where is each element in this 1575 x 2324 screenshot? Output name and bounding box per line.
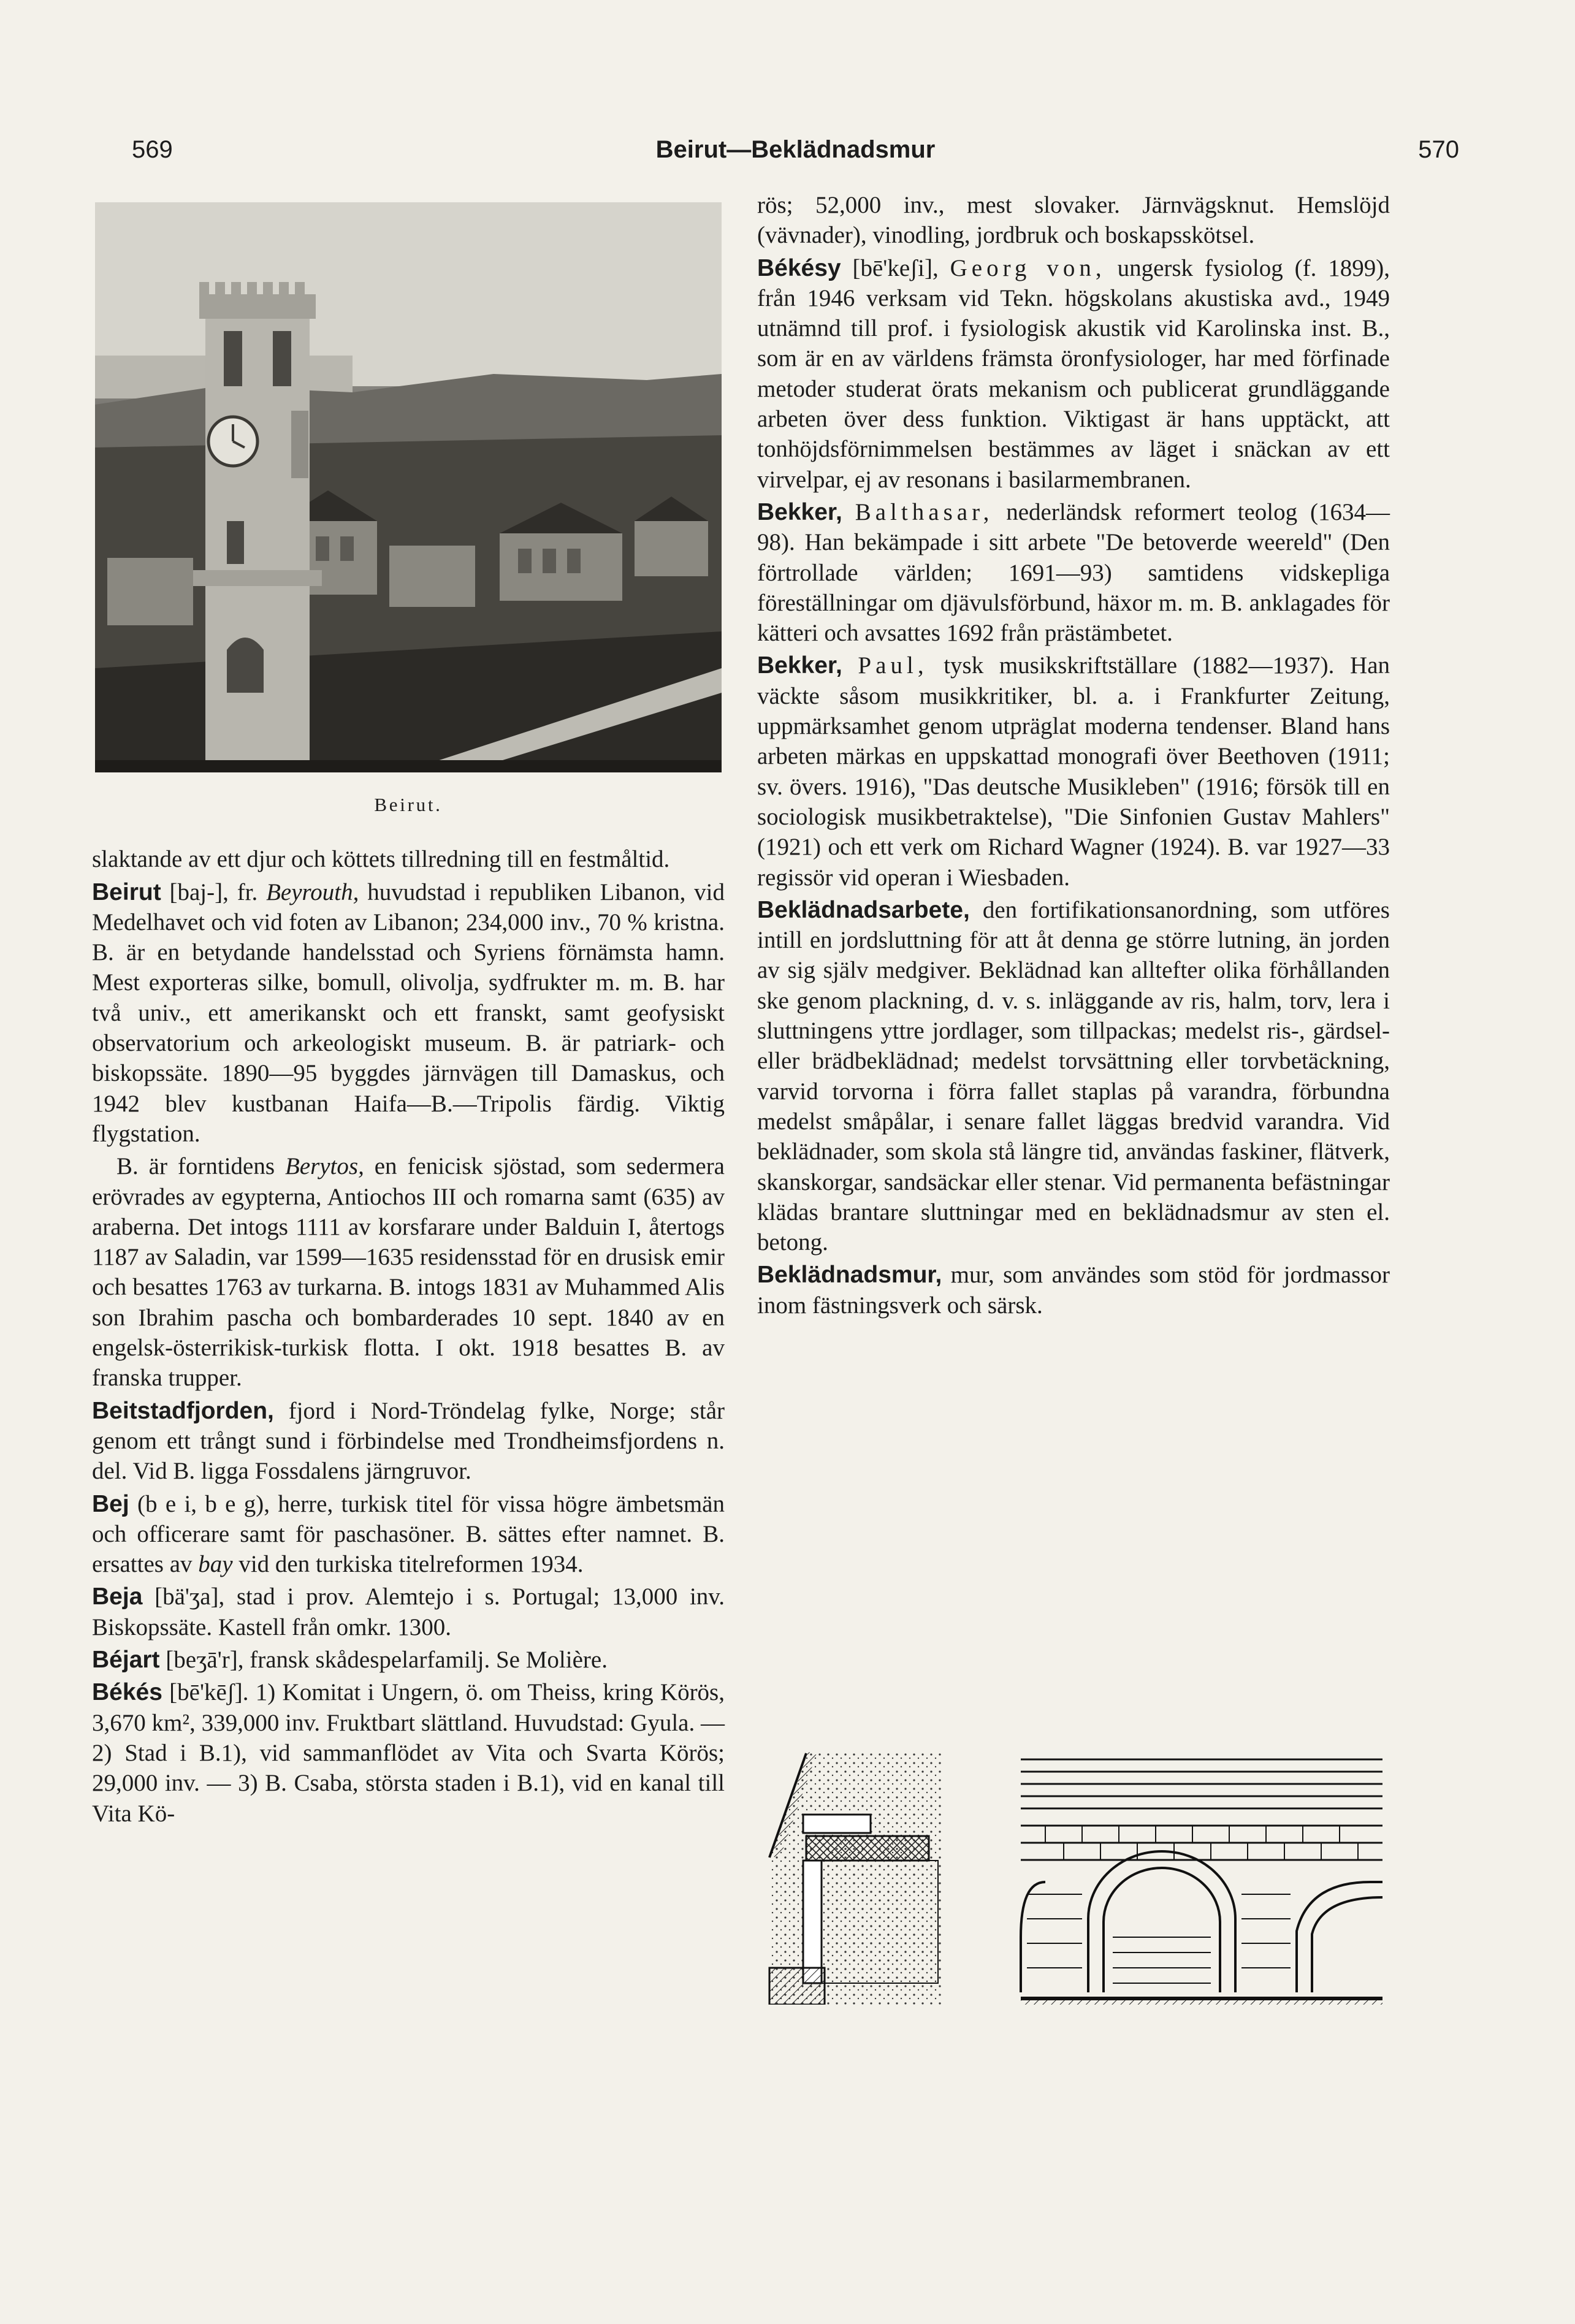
- headword: Bej: [92, 1490, 129, 1517]
- page-number-right: 570: [1418, 136, 1459, 163]
- entry-bekesy: Békésy [bē'keʃi], Georg von, ungersk fysiolog (f. 1899), från 1946 verksam vid Tekn. högskolans akustiska avd., 1949 utnämnd till prof. i fysiologisk akustik vid Karolinska inst. B., som är en av världens främsta öronfysiologer, har med förfinade metoder studerat örats mekanism och publicerat grundläggande arbeten över dess funktion. Viktigast är hans upptäckt, att tonhöjdsförnimmelsen bestämmes av läget i snäckan av ett virvelpar, ej av resonans i basilarmembranen.: [757, 254, 1390, 493]
- entry-bej: Bej (b e i, b e g), herre, turkisk titel för vissa högre ämbetsmän och officerare samt för paschasöner. B. sättes efter namnet. B. ersattes av bay vid den turkiska titelreformen 1934.: [92, 1490, 725, 1578]
- headword: Beklädnadsarbete,: [757, 896, 970, 923]
- wall-cross-section: [769, 1753, 941, 2005]
- headword: Beitstadfjorden,: [92, 1397, 274, 1424]
- entry-bekker-paul: Bekker, Paul, tysk musikskriftställare (1882—1937). Han väckte såsom musikkritiker, bl. a. i Frankfurter Zeitung, uppmärksamhet genom utpräglat moderna tendenser. Bland hans arbeten märkas en uppskattad monografi över Beethoven (1911; sv. övers. 1916), "Das deutsche Musikleben" (1916; försök till en sociologisk musikbetraktelse), "Die Sinfonien Gustav Mahlers" (1921) och ett verk om Richard Wagner (1924). B. var 1927—33 regissör vid operan i Wiesbaden.: [757, 652, 1390, 891]
- headword: Bekker,: [757, 498, 842, 525]
- entry-beirut: Beirut [baj-], fr. Beyrouth, huvudstad i republiken Libanon, vid Medelhavet och vid foten av Libanon; 234,000 inv., 70 % kristna. B. är en betydande handelsstad och Syriens förnämsta hamn. Mest exporteras silke, bomull, olivolja, sydfrukter m. m. B. har två univ., ett amerikanskt och ett franskt, samt geofysiskt observatorium och arkeologiskt museum. B. är patriark- och biskopssäte. 1890—95 byggdes järnvägen till Damaskus, och 1942 blev kustbanan Haifa—B.—Tripolis färdig. Viktig flygstation.: [92, 878, 725, 1147]
- headword: Beklädnadsmur,: [757, 1262, 942, 1289]
- running-title: Beirut—Beklädnadsmur: [655, 136, 936, 163]
- beirut-photo: [95, 202, 722, 772]
- entry-beitstadfjorden: Beitstadfjorden, fjord i Nord-Tröndelag fylke, Norge; står genom ett trångt sund i förbindelse med Trondheimsfjordens n. del. Vid B. ligga Fossdalens järngruvor.: [92, 1397, 725, 1485]
- left-column: [92, 190, 725, 1829]
- bekladnadsmur-illustration: [757, 1735, 1390, 2005]
- headword: Béjart: [92, 1647, 160, 1674]
- wall-elevation: [1021, 1759, 1382, 2003]
- photo-caption: Beirut.: [374, 794, 443, 815]
- entry-bekes: Békés [bē'kēʃ]. 1) Komitat i Ungern, ö. om Theiss, kring Körös, 3,670 km², 339,000 inv. Fruktbart slättland. Huvudstad: Gyula. — 2) Stad i B.1), vid sammanflödet av Vita och Svarta Körös; 29,000 inv. — 3) B. Csaba, största staden i B.1), vid en kanal till Vita Kö-: [92, 1679, 725, 1827]
- page-number-left: 569: [132, 136, 173, 163]
- continued-text: slaktande av ett djur och köttets tillredning till en festmåltid.: [92, 846, 670, 873]
- headword: Beja: [92, 1583, 143, 1610]
- entry-bejart: Béjart [beʒā'r], fransk skådespelarfamilj. Se Molière.: [92, 1647, 608, 1674]
- entry-beirut-history: B. är forntidens Berytos, en fenicisk sjöstad, som sedermera erövrades av egypterna, Antiochos III och romarna samt (635) av araberna. Det intogs 1111 av korsfarare under Balduin I, återtogs 1187 av Saladin, var 1599—1635 residensstad för en drusisk emir och besattes 1763 av turkarna. B. intogs 1831 av Muhammed Alis son Ibrahim pascha och bombarderades 10 sept. 1840 av en engelsk-österrikisk-turkisk flotta. I okt. 1918 besattes B. av franska trupper.: [92, 1153, 725, 1392]
- headword: Békésy: [757, 254, 841, 281]
- entry-bekladnadsarbete: Beklädnadsarbete, den fortifikationsanordning, som utföres intill en jordsluttning för att åt denna ge större lutning, än jorden av sig själv medgiver. Beklädnad kan alltefter olika förhållanden ske genom plackning, d. v. s. inläggande av ris, halm, torv, lera i sluttningens yttre jordlager, som tillpackas; medelst ris-, gärdsel- eller brädbeklädnad; medelst torvsättning eller torvbetäckning, varvid torvorna i förra fallet staplas på varandra, förbundna medelst småpålar, i senare fallet läggas bredvid varandra. Vid beklädnader, som skola stå längre tid, användas faskiner, flätverk, skanskorgar, sandsäckar eller stenar. Vid permanenta befästningar klädas brantare sluttningar med en beklädnadsmur av sten el. betong.: [757, 896, 1390, 1256]
- headword: Beirut: [92, 878, 161, 905]
- beirut-photo-drawing: [95, 202, 722, 772]
- headword: Békés: [92, 1679, 162, 1706]
- right-column: [757, 190, 1390, 1320]
- entry-bekladnadsmur: Beklädnadsmur, mur, som användes som stöd för jordmassor inom fästningsverk och särsk.: [757, 1262, 1390, 1319]
- entry-bekker-balthasar: Bekker, Balthasar, nederländsk reformert teolog (1634—98). Han bekämpade i sitt arbete "De betoverde weereld" (Den förtrollade världen; 1691—93) samtidens vidskepliga föreställningar om djävulsförbund, häxor m. m. B. anklagades för kätteri och avsattes 1692 från prästämbetet.: [757, 498, 1390, 647]
- headword: Bekker,: [757, 652, 842, 679]
- continued-text: rös; 52,000 inv., mest slovaker. Järnvägsknut. Hemslöjd (vävnader), vinodling, jordbruk och boskapsskötsel.: [757, 192, 1390, 249]
- retaining-wall-drawings: [757, 1735, 1390, 2005]
- entry-beja: Beja [bä'ʒa], stad i prov. Alemtejo i s. Portugal; 13,000 inv. Biskopssäte. Kastell från omkr. 1300.: [92, 1583, 725, 1640]
- page-header: [132, 136, 1459, 179]
